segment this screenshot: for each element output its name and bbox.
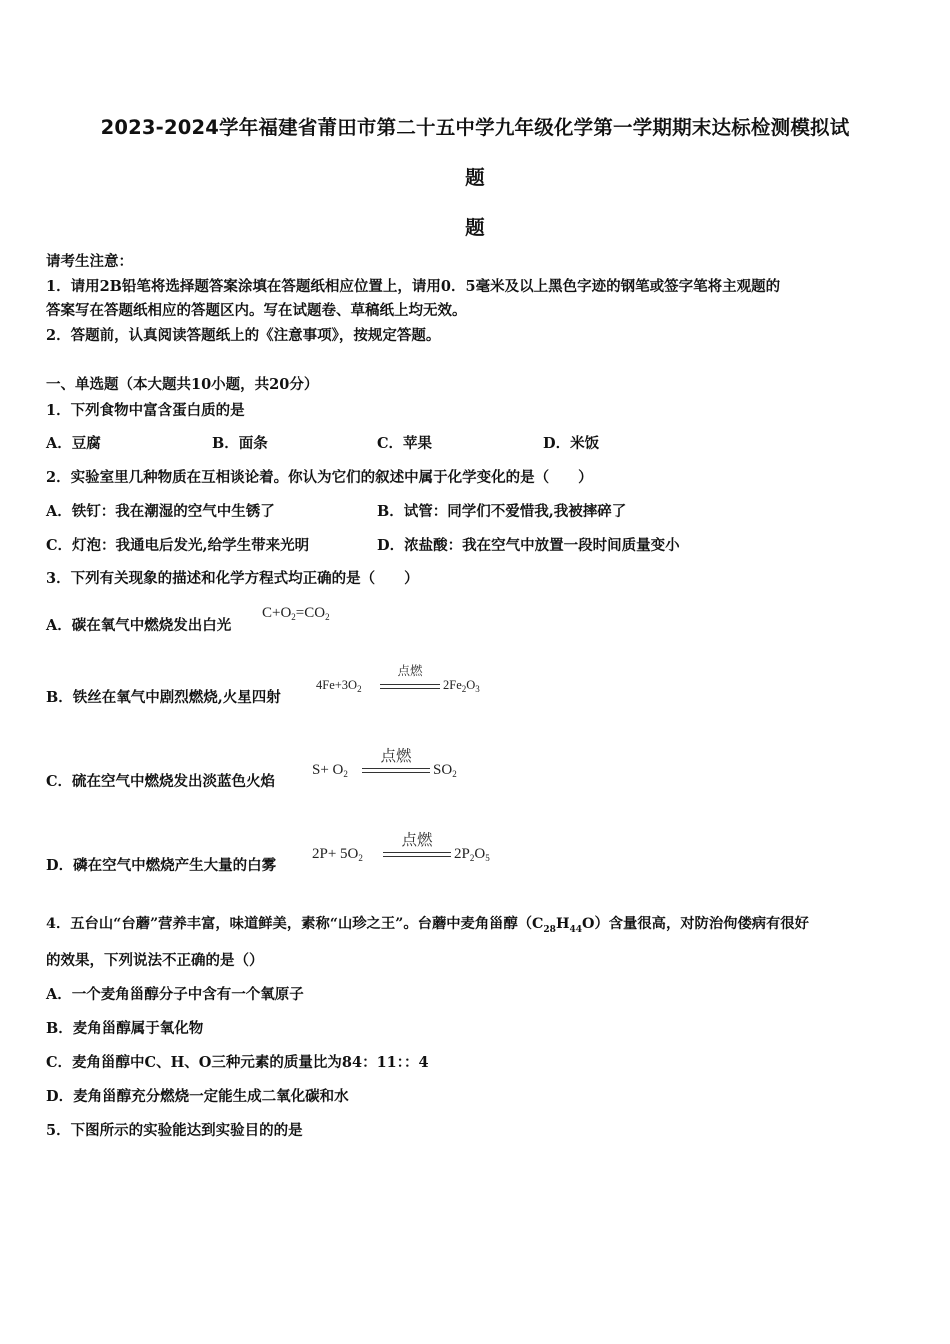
exam-title-line2: 题 (465, 166, 485, 189)
q3-equation-b-equals (380, 684, 440, 689)
q3-option-c: C．硫在空气中燃烧发出淡蓝色火焰 (46, 773, 276, 790)
q3-stem: 3．下列有关现象的描述和化学方程式均正确的是（ ） (46, 570, 419, 587)
notice-heading: 请考生注意： (46, 253, 133, 270)
q3-equation-c-lhs: $S+ O_2$ (312, 762, 348, 779)
q2-option-a: A．铁钉：我在潮湿的空气中生锈了 (46, 503, 275, 520)
q3-equation-b-lhs: $4Fe+3O_2$ (316, 678, 362, 694)
q4-option-b: B．麦角甾醇属于氧化物 (46, 1020, 204, 1037)
q3-equation-d-lhs: $2P+ 5O_2$ (312, 846, 363, 863)
q1-option-a: A．豆腐 (46, 435, 101, 452)
q4-option-c: C．麦角甾醇中C、H、O三种元素的质量比为84：11：：4 (46, 1054, 429, 1071)
q3-equation-b-condition: 点燃 (397, 663, 423, 678)
q2-option-c: C．灯泡：我通电后发光,给学生带来光明 (46, 537, 310, 554)
q2-option-b: B．试管：同学们不爱惜我,我被摔碎了 (377, 503, 627, 520)
q3-equation-c-rhs: $SO_2$ (433, 762, 457, 779)
q1-option-d: D．米饭 (543, 435, 600, 452)
q3-option-a: A．碳在氧气中燃烧发出白光 (46, 617, 232, 634)
q4-stem-line2: 的效果，下列说法不正确的是（） (46, 952, 264, 969)
q2-stem: 2．实验室里几种物质在互相谈论着。你认为它们的叙述中属于化学变化的是（ ） (46, 469, 593, 486)
q3-option-d: D．磷在空气中燃烧产生大量的白雾 (46, 857, 277, 874)
q3-equation-c-condition: 点燃 (380, 747, 412, 765)
q4-option-d: D．麦角甾醇充分燃烧一定能生成二氧化碳和水 (46, 1088, 349, 1105)
q2-option-d: D．浓盐酸：我在空气中放置一段时间质量变小 (377, 537, 680, 554)
q5-stem: 5．下图所示的实验能达到实验目的的是 (46, 1122, 303, 1139)
q3-equation-c-equals (362, 768, 430, 773)
q3-equation-d-condition: 点燃 (401, 831, 433, 849)
notice-item1-line2: 答案写在答题纸相应的答题区内。写在试题卷、草稿纸上均无效。 (46, 302, 467, 319)
section-heading: 一、单选题（本大题共10小题，共20分） (46, 376, 319, 393)
q1-option-b: B．面条 (212, 435, 268, 452)
q4-option-a: A．一个麦角甾醇分子中含有一个氧原子 (46, 986, 304, 1003)
q3-equation-a: $C+O_2=CO_2$ (262, 605, 330, 622)
q4-stem-line1: 4．五台山“台蘑”营养丰富，味道鲜美，素称“山珍之王”。台蘑中麦角甾醇$(C_{28}H_{44}O)$含量很高，对防治佝偻病有很好 (46, 916, 809, 935)
q1-option-c: C．苹果 (377, 435, 433, 452)
q3-equation-d-rhs: $2P_2O_5$ (454, 846, 490, 863)
notice-item1-line1: 1．请用2B铅笔将选择题答案涂填在答题纸相应位置上，请用0．5毫米及以上黑色字迹的钢笔或签字笔将主观题的 (46, 278, 781, 295)
q3-equation-d-equals (383, 852, 451, 857)
q3-equation-b-rhs: $2Fe_2O_3$ (443, 678, 480, 694)
exam-title-line1: 2023-2024学年福建省莆田市第二十五中学九年级化学第一学期期末达标检测模拟试 (100, 116, 850, 139)
notice-item2: 2．答题前，认真阅读答题纸上的《注意事项》，按规定答题。 (46, 327, 441, 344)
q1-stem: 1．下列食物中富含蛋白质的是 (46, 402, 245, 419)
q3-option-b: B．铁丝在氧气中剧烈燃烧,火星四射 (46, 689, 281, 706)
exam-title-line3: 题 (465, 216, 485, 239)
